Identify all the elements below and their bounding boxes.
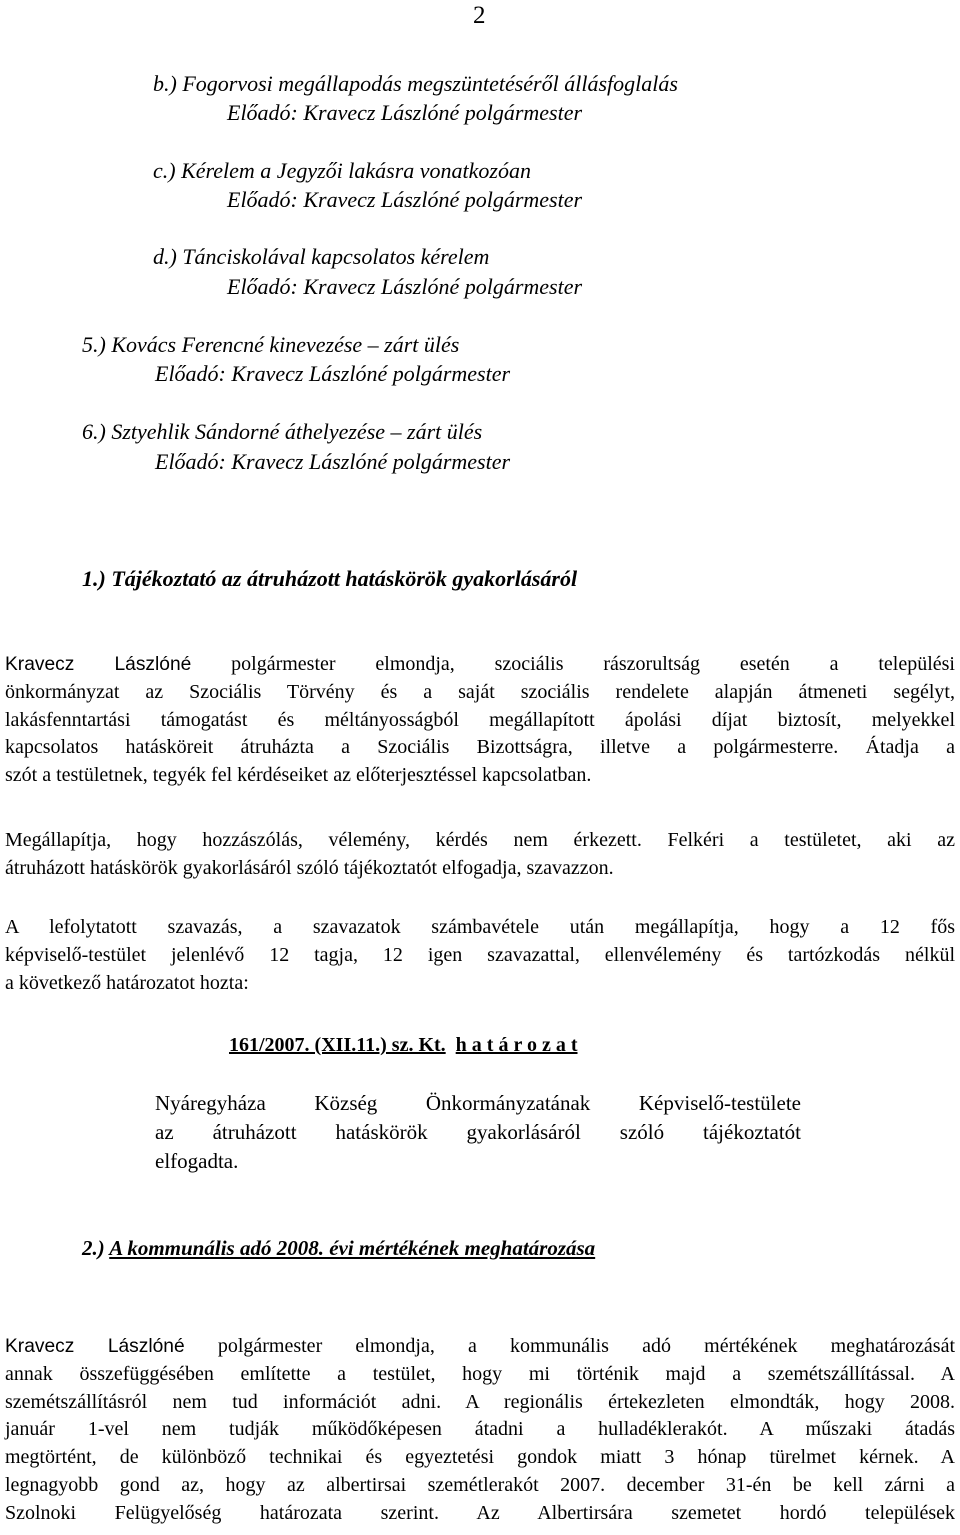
resolution-word: h a t á r o z a t <box>455 1034 578 1056</box>
text-line: lakásfenntartási támogatást és méltányosságból megállapított ápolási díjat biztosít, melyekkel <box>5 708 955 731</box>
section2-paragraph-1 <box>5 1333 955 1528</box>
agenda-item-title: 6.) Sztyehlik Sándorné áthelyezése – zárt ülés <box>82 419 483 444</box>
text-line: Nyáregyháza Község Önkormányzatának Képviselő-testülete <box>155 1091 801 1115</box>
section1-paragraph-2 <box>5 827 955 883</box>
agenda-item-presenter: Előadó: Kravecz Lászlóné polgármester <box>155 449 511 474</box>
text-line: szemétszállításról nem tud információt adni. A regionális értekezleten elmondták, hogy 2008. <box>5 1390 955 1413</box>
agenda-item-presenter: Előadó: Kravecz Lászlóné polgármester <box>227 274 583 299</box>
page-number: 2 <box>473 2 486 29</box>
text-line: az átruházott hatáskörök gyakorlásáról szóló tájékoztatót <box>155 1120 801 1144</box>
agenda-item-presenter: Előadó: Kravecz Lászlóné polgármester <box>155 361 511 386</box>
speaker-name: Kravecz Lászlóné <box>5 654 192 675</box>
section1-paragraph-1 <box>5 651 955 790</box>
speaker-name: Kravecz Lászlóné <box>5 1336 185 1357</box>
agenda-item-title: b.) Fogorvosi megállapodás megszüntetéséről állásfoglalás <box>153 71 678 96</box>
agenda-item-title: c.) Kérelem a Jegyzői lakásra vonatkozóan <box>153 158 531 183</box>
section-heading-text: A kommunális adó 2008. évi mértékének meghatározása <box>109 1236 596 1260</box>
text-line: annak összefüggésében említette a testület, hogy mi történik majd a szemétszállítással. A <box>5 1362 955 1385</box>
text-line: január 1-vel nem tudják működőképesen átadni a hulladéklerakót. A műszaki átadás <box>5 1418 955 1441</box>
text-line: szót a testületnek, tegyék fel kérdéseiket az előterjesztéssel kapcsolatban. <box>5 764 592 787</box>
text-line: a következő határozatot hozta: <box>5 971 249 994</box>
agenda-item-presenter: Előadó: Kravecz Lászlóné polgármester <box>227 100 583 125</box>
agenda-item-presenter: Előadó: Kravecz Lászlóné polgármester <box>227 187 583 212</box>
text-line: megtörtént, de különböző technikai és egyeztetési gondok miatt 3 hónap türelmet kérnek. A <box>5 1446 955 1469</box>
agenda-item-title: d.) Tánciskolával kapcsolatos kérelem <box>153 244 490 269</box>
section-heading: 1.) Tájékoztató az átruházott hatáskörök gyakorlásáról <box>82 566 578 591</box>
resolution-number: 161/2007. (XII.11.) sz. Kt. <box>229 1034 446 1056</box>
text-line: legnagyobb gond az, hogy az albertirsai szemétlerakót 2007. december 31-én be kell zárni a <box>5 1473 955 1496</box>
section-heading-number: 2.) <box>82 1236 105 1260</box>
text-line: elfogadta. <box>155 1149 239 1173</box>
text-line: Szolnoki Felügyelőség határozata szerint. Az Albertirsára szemetet hordó települések <box>5 1501 955 1524</box>
text-line: önkormányzat az Szociális Törvény és a saját szociális rendelete alapján átmeneti segélyt, <box>5 680 955 703</box>
agenda-item-title: 5.) Kovács Ferencné kinevezése – zárt ülés <box>82 332 460 357</box>
text-line: átruházott hatáskörök gyakorlásáról szóló tájékoztatót elfogadja, szavazzon. <box>5 856 614 879</box>
text-line: polgármester elmondja, a kommunális adó mértékének meghatározását <box>184 1335 956 1357</box>
section1-paragraph-3 <box>5 914 955 997</box>
resolution-header <box>229 1034 578 1057</box>
text-line: kapcsolatos hatásköreit átruházta a Szociális Bizottságra, illetve a polgármesterre. Átadja a <box>5 736 955 759</box>
section-heading <box>82 1236 595 1261</box>
text-line: képviselő-testület jelenlévő 12 tagja, 12 igen szavazattal, ellenvélemény és tartózkodás nélkül <box>5 943 955 966</box>
text-line: Megállapítja, hogy hozzászólás, vélemény, kérdés nem érkezett. Felkéri a testületet, aki az <box>5 829 955 851</box>
text-line: A lefolytatott szavazás, a szavazatok számbavétele után megállapítja, hogy a 12 fős <box>5 916 955 938</box>
resolution-body <box>155 1089 801 1176</box>
text-line: polgármester elmondja, szociális rászorultság esetén a települési <box>191 653 955 675</box>
